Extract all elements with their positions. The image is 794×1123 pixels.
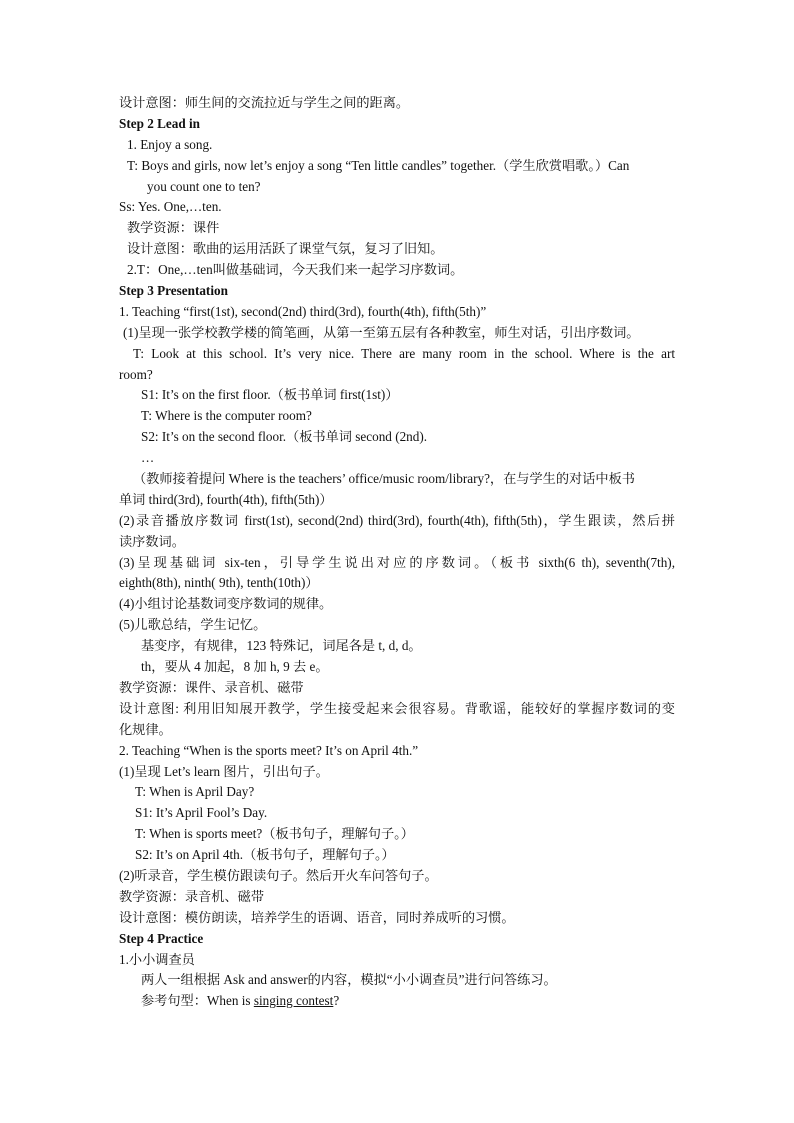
underlined-term: singing contest bbox=[253, 993, 334, 1009]
reference-pattern-line bbox=[119, 991, 675, 1012]
text-line: 单词 third(3rd), fourth(4th), fifth(5th)） bbox=[119, 491, 333, 507]
text-line: 2. Teaching “When is the sports meet? It’s on April 4th.” bbox=[119, 742, 419, 758]
text-line: （教师接着提问 Where is the teachers’ office/music room/library?，在与学生的对话中板书 bbox=[133, 471, 635, 487]
text-line: 两人一组根据 Ask and answer的内容，模拟“小小调查员”进行问答练习。 bbox=[141, 972, 557, 988]
text-line: T: When is sports meet?（板书句子，理解句子。） bbox=[135, 826, 414, 842]
text-line: T: Look at this school. It’s very nice. There are many room in the school. Where is the art bbox=[133, 345, 675, 361]
text-line: 教学资源：课件、录音机、磁带 bbox=[119, 679, 304, 695]
text-line: T: Where is the computer room? bbox=[141, 408, 312, 424]
text-line: T: When is April Day? bbox=[135, 784, 255, 800]
text-line: S2: It’s on April 4th.（板书句子，理解句子。） bbox=[135, 847, 395, 863]
text-line: (4)小组讨论基数词变序数词的规律。 bbox=[119, 596, 333, 612]
text-line: Ss: Yes. One,…ten. bbox=[119, 199, 222, 215]
text-line: you count one to ten? bbox=[147, 178, 261, 194]
text-line: room? bbox=[119, 366, 153, 382]
design-intent-line: 设计意图：师生间的交流拉近与学生之间的距离。 bbox=[119, 95, 410, 110]
text-line: 读序数词。 bbox=[119, 533, 185, 549]
text-line: 2.T：One,…ten叫做基础词，今天我们来一起学习序数词。 bbox=[127, 262, 464, 278]
step-2-heading: Step 2 Lead in bbox=[119, 115, 200, 131]
text-line: … bbox=[141, 450, 155, 466]
rhyme-line: 基变序，有规律，123 特殊记，词尾各是 t, d, d。 bbox=[141, 638, 422, 654]
step-3-heading: Step 3 Presentation bbox=[119, 283, 228, 299]
text-line: S1: It’s on the first floor.（板书单词 first(1st)） bbox=[141, 387, 399, 403]
text-line: (1)呈现一张学校教学楼的简笔画，从第一至第五层有各种教室，师生对话，引出序数词。 bbox=[123, 324, 640, 340]
text-line: 设计意图：模仿朗读，培养学生的语调、语音，同时养成听的习惯。 bbox=[119, 909, 515, 925]
document-page bbox=[119, 93, 675, 1012]
text-line: 教学资源：课件 bbox=[127, 220, 220, 236]
text-line: S2: It’s on the second floor.（板书单词 second (2nd). bbox=[141, 429, 428, 445]
text-line: 1. Enjoy a song. bbox=[127, 136, 213, 152]
text-line: (3)呈现基础词 six-ten，引导学生说出对应的序数词。（板书 sixth(6 th), seventh(7th), bbox=[119, 554, 675, 570]
text-line: (2)录音播放序数词 first(1st), second(2nd) third(3rd), fourth(4th), fifth(5th)，学生跟读，然后拼 bbox=[119, 512, 675, 528]
pattern-suffix: ? bbox=[333, 993, 340, 1009]
text-line: 教学资源：录音机、磁带 bbox=[119, 888, 265, 904]
text-line: S1: It’s April Fool’s Day. bbox=[135, 805, 268, 821]
text-line: (1)呈现 Let’s learn 图片，引出句子。 bbox=[119, 763, 329, 779]
step-4-heading: Step 4 Practice bbox=[119, 930, 204, 946]
text-line: 1.小小调查员 bbox=[119, 951, 195, 967]
rhyme-line: th，要从 4 加起，8 加 h, 9 去 e。 bbox=[141, 659, 329, 675]
text-line: eighth(8th), ninth( 9th), tenth(10th)） bbox=[119, 575, 319, 591]
text-line: 设计意图：歌曲的运用活跃了课堂气氛，复习了旧知。 bbox=[127, 241, 444, 257]
text-line: (5)儿歌总结，学生记忆。 bbox=[119, 617, 267, 633]
text-line: (2)听录音，学生模仿跟读句子。然后开火车问答句子。 bbox=[119, 867, 438, 883]
pattern-prefix: 参考句型：When is bbox=[141, 993, 254, 1009]
text-line: 化规律。 bbox=[119, 721, 172, 737]
text-line: 1. Teaching “first(1st), second(2nd) third(3rd), fourth(4th), fifth(5th)” bbox=[119, 303, 487, 319]
text-line: 设计意图: 利用旧知展开教学，学生接受起来会很容易。背歌谣，能较好的掌握序数词的变 bbox=[119, 700, 675, 716]
text-line: T: Boys and girls, now let’s enjoy a song “Ten little candles” together.（学生欣赏唱歌。）Can bbox=[127, 157, 630, 173]
